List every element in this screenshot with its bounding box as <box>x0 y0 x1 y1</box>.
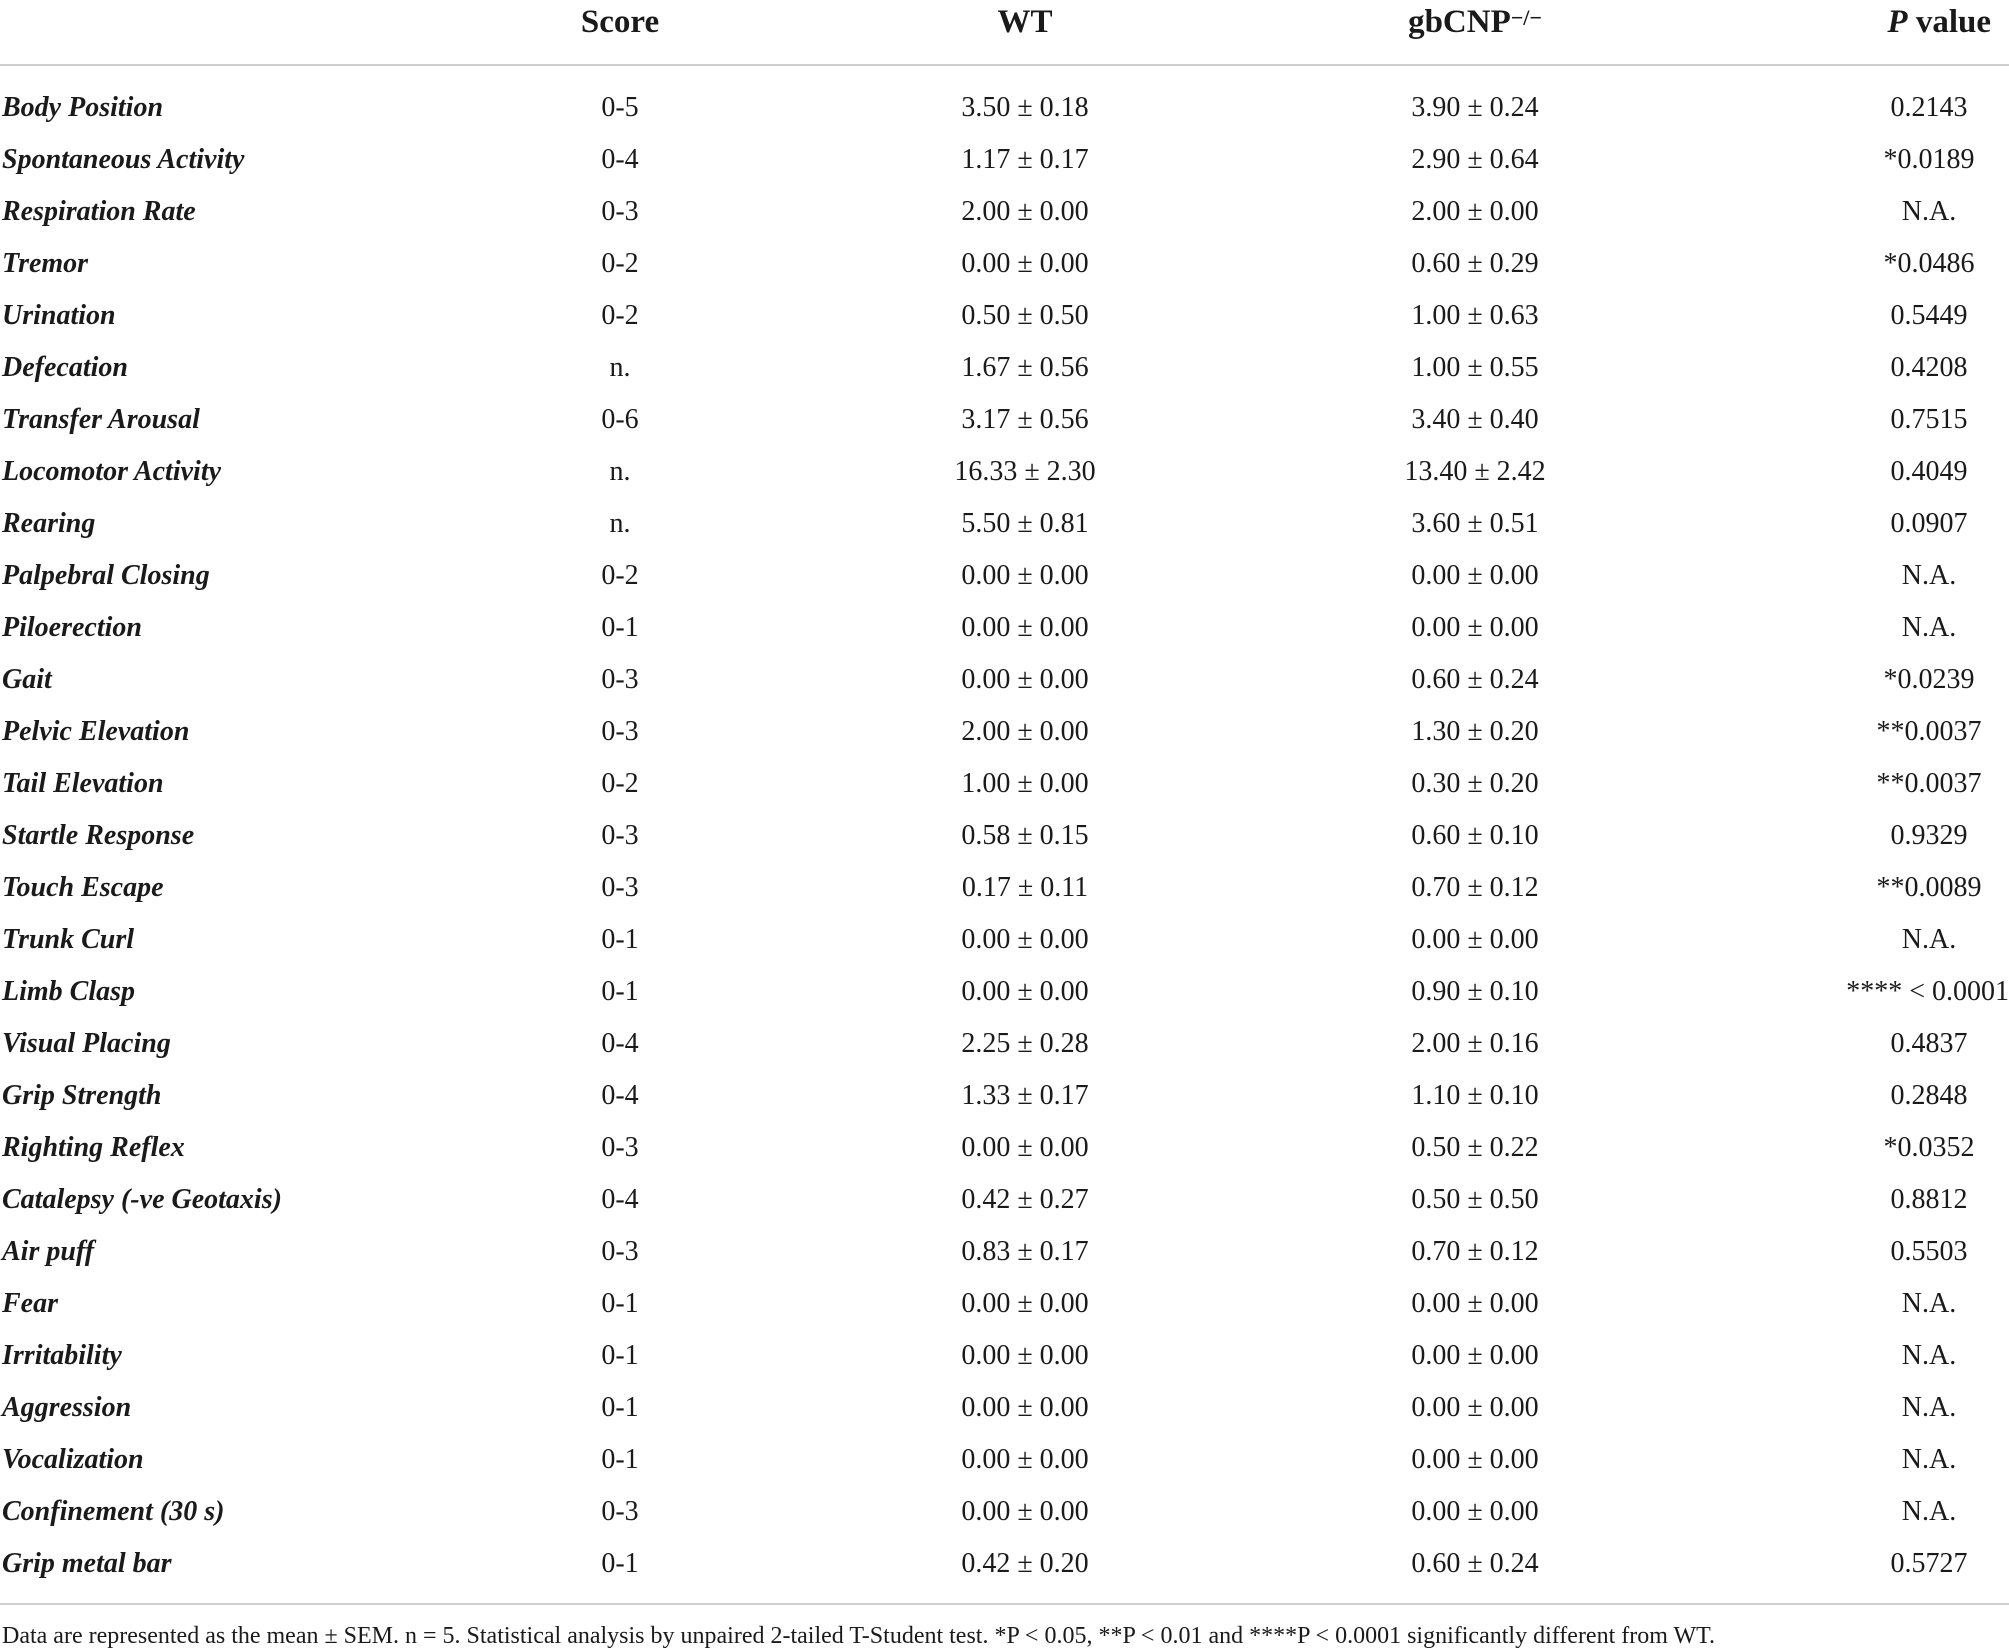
table-row <box>0 1174 2009 1226</box>
header-score: Score <box>580 4 660 40</box>
row-p-value-cell: 0.5449 <box>1890 300 1968 331</box>
table-row <box>0 1330 2009 1382</box>
table-row <box>0 706 2009 758</box>
row-p-value-cell: *0.0239 <box>1883 664 1975 695</box>
table-row <box>0 238 2009 290</box>
row-name-cell: Aggression <box>2 1392 132 1423</box>
row-knockout-cell: 0.70 ± 0.12 <box>1411 1236 1539 1267</box>
row-p-value-cell: N.A. <box>1901 1288 1957 1319</box>
row-p-value-cell: **** < 0.0001 <box>1846 976 2009 1007</box>
row-name-cell: Tremor <box>2 248 89 279</box>
row-name-cell: Irritability <box>2 1340 122 1371</box>
row-score-cell: 0-1 <box>601 1340 639 1371</box>
row-score-cell: 0-2 <box>601 560 639 591</box>
row-knockout-cell: 3.90 ± 0.24 <box>1411 92 1539 123</box>
row-p-value-cell: **0.0089 <box>1876 872 1982 903</box>
row-knockout-cell: 0.00 ± 0.00 <box>1411 1496 1539 1527</box>
table-row <box>0 1018 2009 1070</box>
row-p-value-cell: N.A. <box>1901 1496 1957 1527</box>
row-score-cell: 0-1 <box>601 1392 639 1423</box>
row-wt-cell: 0.00 ± 0.00 <box>961 1444 1089 1475</box>
row-wt-cell: 3.50 ± 0.18 <box>961 92 1089 123</box>
row-name-cell: Grip Strength <box>2 1080 162 1111</box>
row-p-value-cell: 0.8812 <box>1890 1184 1968 1215</box>
row-name-cell: Transfer Arousal <box>2 404 200 435</box>
row-wt-cell: 3.17 ± 0.56 <box>961 404 1089 435</box>
row-name-cell: Touch Escape <box>2 872 164 903</box>
table-row <box>0 1070 2009 1122</box>
table-row <box>0 1226 2009 1278</box>
row-score-cell: 0-2 <box>601 768 639 799</box>
row-wt-cell: 16.33 ± 2.30 <box>954 456 1096 487</box>
row-p-value-cell: 0.7515 <box>1890 404 1968 435</box>
row-name-cell: Air puff <box>2 1236 95 1267</box>
row-name-cell: Spontaneous Activity <box>2 144 245 175</box>
row-wt-cell: 0.00 ± 0.00 <box>961 612 1089 643</box>
row-wt-cell: 0.50 ± 0.50 <box>961 300 1089 331</box>
row-p-value-cell: N.A. <box>1901 560 1957 591</box>
row-p-value-cell: N.A. <box>1901 196 1957 227</box>
row-name-cell: Pelvic Elevation <box>2 716 190 747</box>
row-score-cell: 0-2 <box>601 248 639 279</box>
table-row <box>0 602 2009 654</box>
row-knockout-cell: 0.00 ± 0.00 <box>1411 1392 1539 1423</box>
row-score-cell: 0-3 <box>601 820 639 851</box>
row-knockout-cell: 0.00 ± 0.00 <box>1411 1340 1539 1371</box>
row-wt-cell: 0.00 ± 0.00 <box>961 1392 1089 1423</box>
row-p-value-cell: N.A. <box>1901 612 1957 643</box>
row-knockout-cell: 0.60 ± 0.24 <box>1411 664 1539 695</box>
row-p-value-cell: *0.0352 <box>1883 1132 1975 1163</box>
table-row <box>0 966 2009 1018</box>
row-p-value-cell: 0.0907 <box>1890 508 1968 539</box>
row-wt-cell: 0.00 ± 0.00 <box>961 1340 1089 1371</box>
row-score-cell: 0-6 <box>601 404 639 435</box>
row-score-cell: 0-3 <box>601 196 639 227</box>
row-knockout-cell: 2.00 ± 0.00 <box>1411 196 1539 227</box>
table-row <box>0 1538 2009 1590</box>
table-row <box>0 758 2009 810</box>
row-wt-cell: 0.83 ± 0.17 <box>961 1236 1089 1267</box>
header-p-value <box>1800 0 2009 44</box>
row-p-value-cell: 0.4837 <box>1890 1028 1968 1059</box>
row-p-value-cell: *0.0189 <box>1883 144 1975 175</box>
row-name-cell: Body Position <box>2 92 164 123</box>
table-body <box>0 82 2009 1590</box>
row-knockout-cell: 0.00 ± 0.00 <box>1411 924 1539 955</box>
row-score-cell: 0-4 <box>601 1080 639 1111</box>
row-wt-cell: 5.50 ± 0.81 <box>961 508 1089 539</box>
row-knockout-cell: 0.00 ± 0.00 <box>1411 560 1539 591</box>
row-p-value-cell: 0.9329 <box>1890 820 1968 851</box>
row-name-cell: Limb Clasp <box>2 976 136 1007</box>
row-name-cell: Grip metal bar <box>2 1548 172 1579</box>
table-footer <box>0 1603 2009 1649</box>
table-row <box>0 1122 2009 1174</box>
table-row <box>0 1486 2009 1538</box>
row-p-value-cell: N.A. <box>1901 1444 1957 1475</box>
row-wt-cell: 0.58 ± 0.15 <box>961 820 1089 851</box>
row-wt-cell: 0.00 ± 0.00 <box>961 924 1089 955</box>
footnote: Data are represented as the mean ± SEM. n = 5. Statistical analysis by unpaired 2-tailed T-Student test. *P < 0.05, **P < 0.01 and ****P < 0.0001 significantly different from WT. <box>2 1623 1715 1649</box>
row-name-cell: Rearing <box>2 508 96 539</box>
table-row <box>0 394 2009 446</box>
row-score-cell: 0-3 <box>601 716 639 747</box>
row-p-value-cell: **0.0037 <box>1876 768 1982 799</box>
header-knockout <box>1350 0 1600 44</box>
row-score-cell: 0-3 <box>601 1236 639 1267</box>
row-name-cell: Visual Placing <box>2 1028 171 1059</box>
table-row <box>0 1434 2009 1486</box>
row-score-cell: 0-3 <box>601 872 639 903</box>
row-knockout-cell: 0.90 ± 0.10 <box>1411 976 1539 1007</box>
row-name-cell: Piloerection <box>2 612 142 643</box>
row-knockout-cell: 2.00 ± 0.16 <box>1411 1028 1539 1059</box>
row-name-cell: Urination <box>2 300 116 331</box>
row-name-cell: Confinement (30 s) <box>2 1496 225 1527</box>
row-knockout-cell: 1.30 ± 0.20 <box>1411 716 1539 747</box>
header-wt: WT <box>997 4 1053 40</box>
table-row <box>0 186 2009 238</box>
row-wt-cell: 0.00 ± 0.00 <box>961 248 1089 279</box>
row-score-cell: 0-1 <box>601 1444 639 1475</box>
row-name-cell: Respiration Rate <box>2 196 196 227</box>
row-score-cell: 0-1 <box>601 1548 639 1579</box>
row-wt-cell: 1.00 ± 0.00 <box>961 768 1089 799</box>
row-wt-cell: 1.33 ± 0.17 <box>961 1080 1089 1111</box>
row-p-value-cell: **0.0037 <box>1876 716 1982 747</box>
table-row <box>0 290 2009 342</box>
row-score-cell: 0-1 <box>601 612 639 643</box>
table-row <box>0 810 2009 862</box>
row-wt-cell: 0.42 ± 0.27 <box>961 1184 1089 1215</box>
row-name-cell: Gait <box>2 664 52 695</box>
row-score-cell: 0-1 <box>601 1288 639 1319</box>
header-knockout-base: gbCNP <box>1408 4 1511 40</box>
row-score-cell: 0-3 <box>601 1132 639 1163</box>
table-row <box>0 446 2009 498</box>
row-p-value-cell: 0.5503 <box>1890 1236 1968 1267</box>
row-name-cell: Palpebral Closing <box>2 560 210 591</box>
row-wt-cell: 0.00 ± 0.00 <box>961 1288 1089 1319</box>
row-score-cell: 0-4 <box>601 1184 639 1215</box>
row-knockout-cell: 0.00 ± 0.00 <box>1411 1444 1539 1475</box>
row-knockout-cell: 0.30 ± 0.20 <box>1411 768 1539 799</box>
row-score-cell: 0-3 <box>601 664 639 695</box>
row-knockout-cell: 1.00 ± 0.55 <box>1411 352 1539 383</box>
row-p-value-cell: N.A. <box>1901 1392 1957 1423</box>
row-p-value-cell: 0.4208 <box>1890 352 1968 383</box>
row-wt-cell: 0.42 ± 0.20 <box>961 1548 1089 1579</box>
row-knockout-cell: 3.60 ± 0.51 <box>1411 508 1539 539</box>
table-row <box>0 914 2009 966</box>
row-knockout-cell: 0.60 ± 0.24 <box>1411 1548 1539 1579</box>
row-score-cell: 0-4 <box>601 1028 639 1059</box>
row-wt-cell: 2.00 ± 0.00 <box>961 716 1089 747</box>
row-wt-cell: 2.25 ± 0.28 <box>961 1028 1089 1059</box>
row-wt-cell: 0.00 ± 0.00 <box>961 560 1089 591</box>
header-p-italic: P <box>1887 4 1908 40</box>
table-row <box>0 654 2009 706</box>
row-wt-cell: 2.00 ± 0.00 <box>961 196 1089 227</box>
row-name-cell: Tail Elevation <box>2 768 164 799</box>
row-knockout-cell: 0.50 ± 0.22 <box>1411 1132 1539 1163</box>
row-knockout-cell: 1.00 ± 0.63 <box>1411 300 1539 331</box>
row-p-value-cell: 0.4049 <box>1890 456 1968 487</box>
row-knockout-cell: 0.00 ± 0.00 <box>1411 612 1539 643</box>
row-p-value-cell: 0.5727 <box>1890 1548 1968 1579</box>
table-row <box>0 550 2009 602</box>
row-knockout-cell: 1.10 ± 0.10 <box>1411 1080 1539 1111</box>
table-row <box>0 1382 2009 1434</box>
row-score-cell: 0-3 <box>601 1496 639 1527</box>
row-wt-cell: 0.00 ± 0.00 <box>961 1496 1089 1527</box>
row-knockout-cell: 0.60 ± 0.10 <box>1411 820 1539 851</box>
row-p-value-cell: N.A. <box>1901 1340 1957 1371</box>
row-score-cell: 0-1 <box>601 976 639 1007</box>
row-knockout-cell: 13.40 ± 2.42 <box>1404 456 1546 487</box>
row-wt-cell: 0.00 ± 0.00 <box>961 664 1089 695</box>
table-row <box>0 342 2009 394</box>
row-wt-cell: 0.00 ± 0.00 <box>961 976 1089 1007</box>
row-knockout-cell: 2.90 ± 0.64 <box>1411 144 1539 175</box>
row-knockout-cell: 0.50 ± 0.50 <box>1411 1184 1539 1215</box>
row-p-value-cell: *0.0486 <box>1883 248 1975 279</box>
header-p-rest: value <box>1907 4 1991 40</box>
header-knockout-superscript: −/− <box>1510 5 1542 30</box>
row-score-cell: n. <box>609 456 631 487</box>
table-row <box>0 134 2009 186</box>
row-p-value-cell: 0.2848 <box>1890 1080 1968 1111</box>
row-name-cell: Fear <box>2 1288 58 1319</box>
row-wt-cell: 0.00 ± 0.00 <box>961 1132 1089 1163</box>
row-wt-cell: 1.67 ± 0.56 <box>961 352 1089 383</box>
table-header <box>0 0 2009 66</box>
row-knockout-cell: 0.60 ± 0.29 <box>1411 248 1539 279</box>
row-name-cell: Startle Response <box>2 820 195 851</box>
row-p-value-cell: 0.2143 <box>1890 92 1968 123</box>
table-row <box>0 862 2009 914</box>
row-name-cell: Righting Reflex <box>2 1132 185 1163</box>
row-name-cell: Locomotor Activity <box>2 456 222 487</box>
table-row <box>0 82 2009 134</box>
row-wt-cell: 0.17 ± 0.11 <box>961 872 1089 903</box>
row-name-cell: Defecation <box>2 352 128 383</box>
row-score-cell: n. <box>609 352 631 383</box>
row-knockout-cell: 0.00 ± 0.00 <box>1411 1288 1539 1319</box>
table-row <box>0 498 2009 550</box>
row-p-value-cell: N.A. <box>1901 924 1957 955</box>
row-name-cell: Vocalization <box>2 1444 144 1475</box>
row-score-cell: 0-4 <box>601 144 639 175</box>
row-score-cell: n. <box>609 508 631 539</box>
row-score-cell: 0-2 <box>601 300 639 331</box>
row-knockout-cell: 3.40 ± 0.40 <box>1411 404 1539 435</box>
row-score-cell: 0-5 <box>601 92 639 123</box>
row-knockout-cell: 0.70 ± 0.12 <box>1411 872 1539 903</box>
table-row <box>0 1278 2009 1330</box>
row-name-cell: Catalepsy (-ve Geotaxis) <box>2 1184 282 1215</box>
row-name-cell: Trunk Curl <box>2 924 135 955</box>
row-score-cell: 0-1 <box>601 924 639 955</box>
row-wt-cell: 1.17 ± 0.17 <box>961 144 1089 175</box>
